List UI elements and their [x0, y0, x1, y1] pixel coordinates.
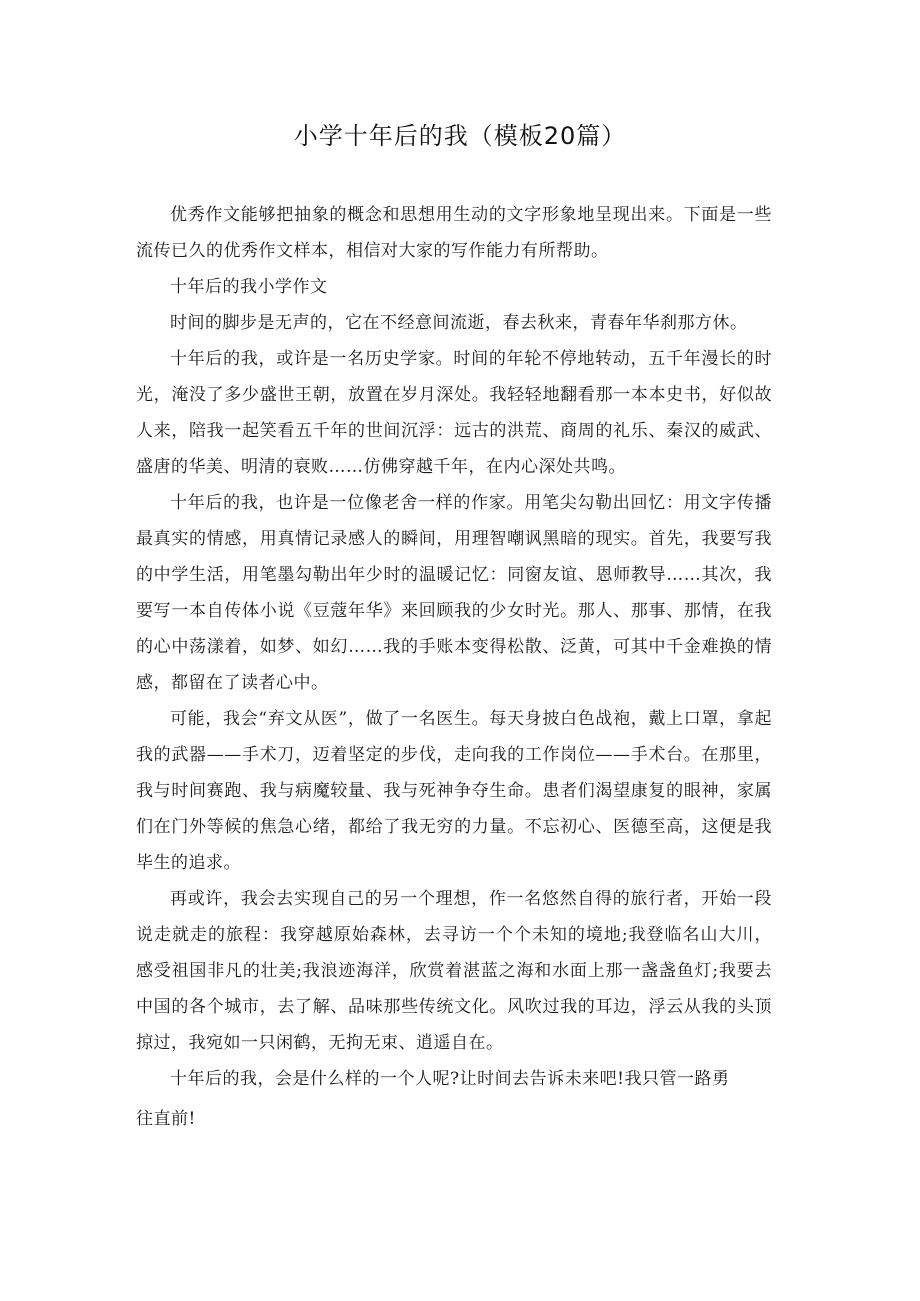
body-paragraph: 十年后的我，也许是一位像老舍一样的作家。用笔尖勾勒出回忆：用文字传播最真实的情感，用真情记录感人的瞬间，用理智嘲讽黑暗的现实。首先，我要写我的中学生活，用笔墨勾勒出年少时的温暖记忆：同窗友谊、恩师教导……其次，我要写一本自传体小说《豆蔻年华》来回顾我的少女时光。那人、那事、那情，在我的心中荡漾着，如梦、如幻……我的手账本变得松散、泛黄，可其中千金难换的情感，都留在了读者心中。 — [136, 493, 772, 693]
intro-paragraph: 优秀作文能够把抽象的概念和思想用生动的文字形象地呈现出来。下面是一些流传已久的优秀作文样本，相信对大家的写作能力有所帮助。 — [136, 205, 772, 261]
document-body — [136, 197, 772, 1137]
body-paragraph: 可能，我会“弃文从医”，做了一名医生。每天身披白色战袍，戴上口罩，拿起我的武器——手术刀，迈着坚定的步伐，走向我的工作岗位——手术台。在那里，我与时间赛跑、我与病魔较量、我与死神争夺生命。患者们渴望康复的眼神，家属们在门外等候的焦急心绪，都给了我无穷的力量。不忘初心、医德至高，这便是我毕生的追求。 — [136, 709, 772, 873]
body-paragraph: 时间的脚步是无声的，它在不经意间流逝，春去秋来，青春年华刹那方休。 — [170, 313, 748, 333]
body-paragraph: 十年后的我，或许是一名历史学家。时间的年轮不停地转动，五千年漫长的时光，淹没了多少盛世王朝，放置在岁月深处。我轻轻地翻看那一本本史书，好似故人来，陪我一起笑看五千年的世间沉浮：远古的洪荒、商周的礼乐、秦汉的威武、盛唐的华美、明清的衰败……仿佛穿越千年，在内心深处共鸣。 — [136, 349, 772, 477]
essay-subtitle: 十年后的我小学作文 — [170, 277, 328, 297]
closing-line-end: 往直前! — [136, 1109, 196, 1129]
body-paragraph: 再或许，我会去实现自己的另一个理想，作一名悠然自得的旅行者，开始一段说走就走的旅程：我穿越原始森林，去寻访一个个未知的境地;我登临名山大川，感受祖国非凡的壮美;我浪迹海洋，欣赏着湛蓝之海和水面上那一盏盏鱼灯;我要去中国的各个城市，去了解、品味那些传统文化。风吹过我的耳边，浮云从我的头顶掠过，我宛如一只闲鹤，无拘无束、逍遥自在。 — [136, 889, 772, 1053]
document-title: 小学十年后的我（模板20篇） — [293, 122, 627, 150]
closing-line: 十年后的我，会是什么样的一个人呢?让时间去告诉未来吧!我只管一路勇 — [170, 1069, 730, 1089]
